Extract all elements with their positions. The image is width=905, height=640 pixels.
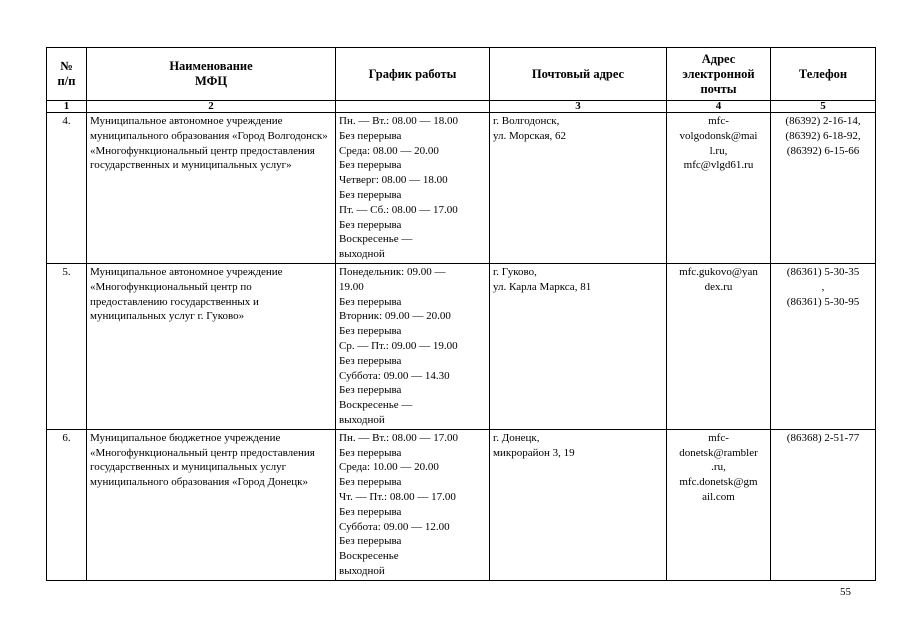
row-number: 6. bbox=[47, 429, 87, 580]
header-email: Адрес электронной почты bbox=[667, 48, 771, 101]
mfc-name: Муниципальное автономное учреждение муниципального образования «Город Волгодонск» «Многофункциональный центр предоставления государственных и муниципальных услуг» bbox=[87, 113, 336, 264]
header-name: Наименование МФЦ bbox=[87, 48, 336, 101]
header-row bbox=[47, 48, 876, 101]
row-number: 5. bbox=[47, 263, 87, 429]
header-num: № п/п bbox=[47, 48, 87, 101]
column-number: 3 bbox=[490, 101, 667, 113]
address-cell: г. Волгодонск, ул. Морская, 62 bbox=[490, 113, 667, 264]
schedule-cell: Пн. — Вт.: 08.00 — 18.00 Без перерыва Среда: 08.00 — 20.00 Без перерыва Четверг: 08.00 — 18.00 Без перерыва Пт. — Сб.: 08.00 — 17.00 Без перерыва Воскресенье — выходной bbox=[336, 113, 490, 264]
schedule-cell: Понедельник: 09.00 — 19.00 Без перерыва Вторник: 09.00 — 20.00 Без перерыва Ср. — Пт.: 09.00 — 19.00 Без перерыва Суббота: 09.00 — 14.30 Без перерыва Воскресенье — выходной bbox=[336, 263, 490, 429]
phone-cell: (86361) 5-30-35 , (86361) 5-30-95 bbox=[771, 263, 876, 429]
phone-cell: (86392) 2-16-14, (86392) 6-18-92, (86392) 6-15-66 bbox=[771, 113, 876, 264]
table-row bbox=[47, 429, 876, 580]
column-number: 2 bbox=[87, 101, 336, 113]
header-address: Почтовый адрес bbox=[490, 48, 667, 101]
column-number: 4 bbox=[667, 101, 771, 113]
column-number: 1 bbox=[47, 101, 87, 113]
header-phone: Телефон bbox=[771, 48, 876, 101]
address-cell: г. Донецк, микрорайон 3, 19 bbox=[490, 429, 667, 580]
email-cell: mfc.gukovo@yan dex.ru bbox=[667, 263, 771, 429]
header-schedule: График работы bbox=[336, 48, 490, 101]
column-number-empty bbox=[336, 101, 490, 113]
email-cell: mfc- volgodonsk@mai l.ru, mfc@vlgd61.ru bbox=[667, 113, 771, 264]
phone-cell: (86368) 2-51-77 bbox=[771, 429, 876, 580]
email-cell: mfc- donetsk@rambler .ru, mfc.donetsk@gm ail.com bbox=[667, 429, 771, 580]
page-number: 55 bbox=[840, 586, 851, 598]
mfc-name: Муниципальное бюджетное учреждение «Многофункциональный центр предоставления государственных и муниципальных услуг муниципального образования «Город Донецк» bbox=[87, 429, 336, 580]
column-number: 5 bbox=[771, 101, 876, 113]
mfc-table bbox=[46, 47, 876, 581]
mfc-name: Муниципальное автономное учреждение «Многофункциональный центр по предоставлению государственных и муниципальных услуг г. Гуково» bbox=[87, 263, 336, 429]
address-cell: г. Гуково, ул. Карла Маркса, 81 bbox=[490, 263, 667, 429]
table-row bbox=[47, 263, 876, 429]
schedule-cell: Пн. — Вт.: 08.00 — 17.00 Без перерыва Среда: 10.00 — 20.00 Без перерыва Чт. — Пт.: 08.00 — 17.00 Без перерыва Суббота: 09.00 — 12.00 Без перерыва Воскресенье выходной bbox=[336, 429, 490, 580]
row-number: 4. bbox=[47, 113, 87, 264]
column-number-row bbox=[47, 101, 876, 113]
table-row bbox=[47, 113, 876, 264]
